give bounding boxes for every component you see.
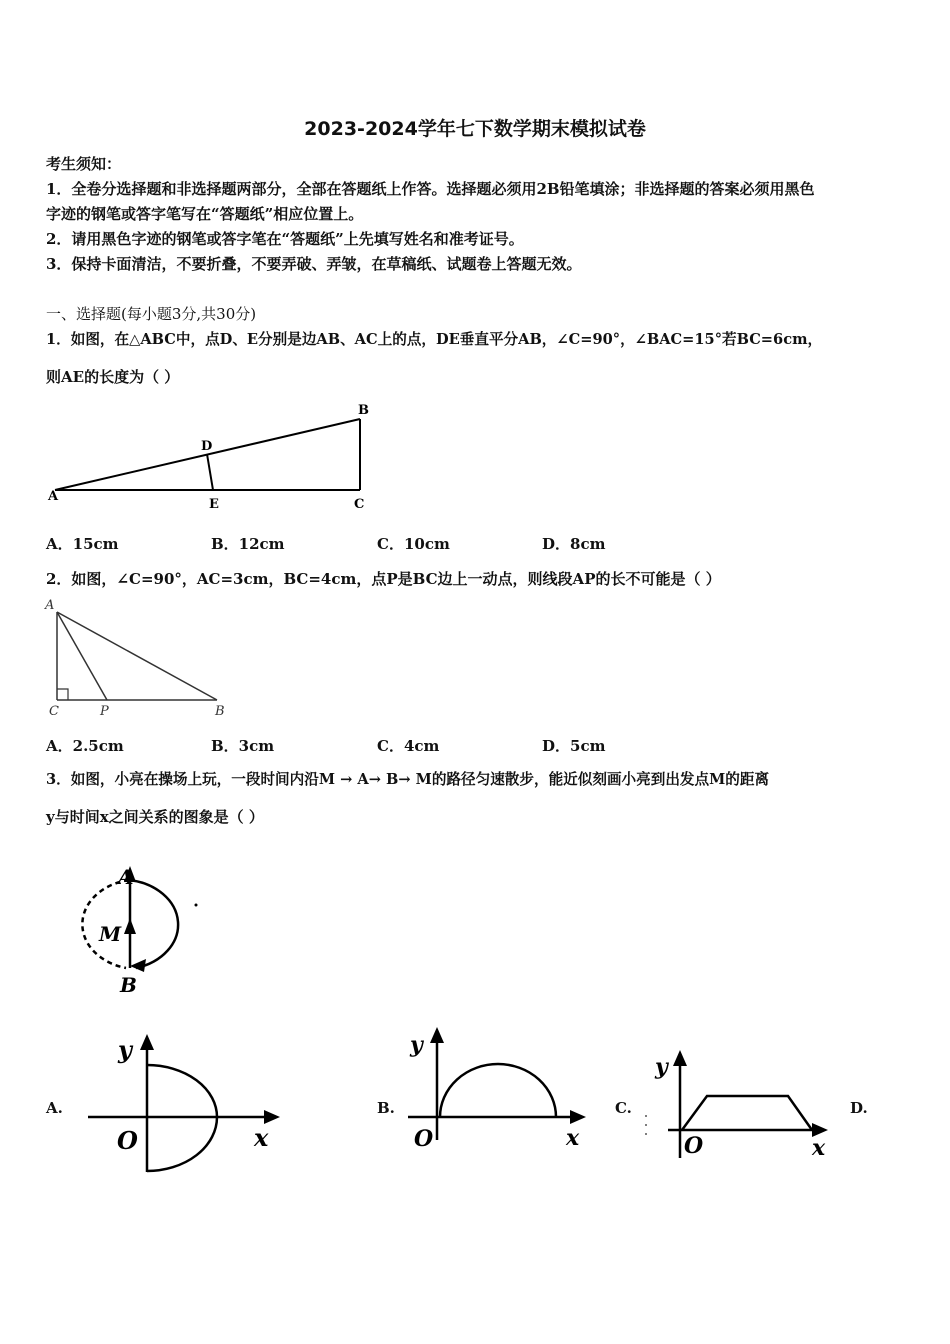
point-a-label: A [45,598,55,613]
question-3-text: 3．如图，小亮在操场上玩，一段时间内沿M → A→ B→ M的路径匀速散步，能近似刻画小亮到出发点M的距离 [46,771,770,788]
y-label: y [655,1054,668,1080]
question-1-text: 1．如图，在△ABC中，点D、E分别是边AB、AC上的点，DE垂直平分AB，∠C=90°，∠BAC=15°若BC=6cm， [46,331,823,348]
question-3-option-b: B. [377,1099,395,1117]
x-label: x [566,1125,580,1151]
question-1-text-line-2: 则AE的长度为（ ） [46,368,180,386]
page-title: 2023-2024学年七下数学期末模拟试卷 [304,118,646,140]
point-p-label: P [100,704,109,719]
notice-heading: 考生须知： [46,155,122,173]
section-heading: 一、选择题(每小题3分,共30分) [46,305,257,323]
question-1-option-c: C．10cm [377,535,450,553]
question-2-option-b: B．3cm [211,737,275,755]
point-c-label: C [354,497,365,512]
x-label: x [812,1135,826,1161]
y-label: y [410,1032,423,1058]
question-1-option-d: D．8cm [542,535,606,553]
notice-item-2: 2．请用黑色字迹的钢笔或答字笔在“答题纸”上先填写姓名和准考证号。 [46,230,524,248]
question-2-option-d: D．5cm [542,737,606,755]
y-label: y [118,1035,132,1064]
question-2-option-a: A．2.5cm [46,737,124,755]
dot-mark [645,1115,647,1117]
origin-label: O [117,1126,138,1155]
point-a-label: A [48,489,59,504]
dot-mark [645,1133,647,1135]
point-m-label: M [99,922,122,946]
y-arrow-icon [673,1050,687,1066]
notice-item-1-line-1: 1．全卷分选择题和非选择题两部分，全部在答题纸上作答。选择题必须用2B铅笔填涂；非选择题的答案必须用黑色 [46,180,815,198]
point-c-label: C [49,704,59,719]
question-3-option-c: C. [615,1099,632,1117]
question-3-option-a: A. [46,1099,63,1117]
notice-item-3: 3．保持卡面清洁，不要折叠，不要弄破、弄皱，在草稿纸、试题卷上答题无效。 [46,255,582,273]
point-e-label: E [209,497,219,512]
question-1-option-b: B．12cm [211,535,285,553]
curve [682,1096,812,1130]
point-a-label: A [118,865,134,889]
question-1-option-a: A．15cm [46,535,119,553]
point-d-label: D [201,439,213,454]
point-b-label: B [215,704,225,719]
dot-mark [645,1124,647,1126]
question-3-option-d: D. [850,1099,868,1117]
origin-label: O [414,1126,434,1152]
point-b-label: B [358,403,369,418]
question-2-option-c: C．4cm [377,737,440,755]
point-b-label: B [120,973,137,997]
origin-label: O [684,1133,704,1159]
question-2-text: 2．如图，∠C=90°，AC=3cm，BC=4cm，点P是BC边上一动点，则线段AP的长不可能是（ ） [46,570,721,588]
notice-item-1-line-2: 字迹的钢笔或答字笔写在“答题纸”相应位置上。 [46,205,364,223]
x-label: x [254,1123,269,1152]
question-3-text-line-2: y与时间x之间关系的图象是（ ） [46,808,264,826]
